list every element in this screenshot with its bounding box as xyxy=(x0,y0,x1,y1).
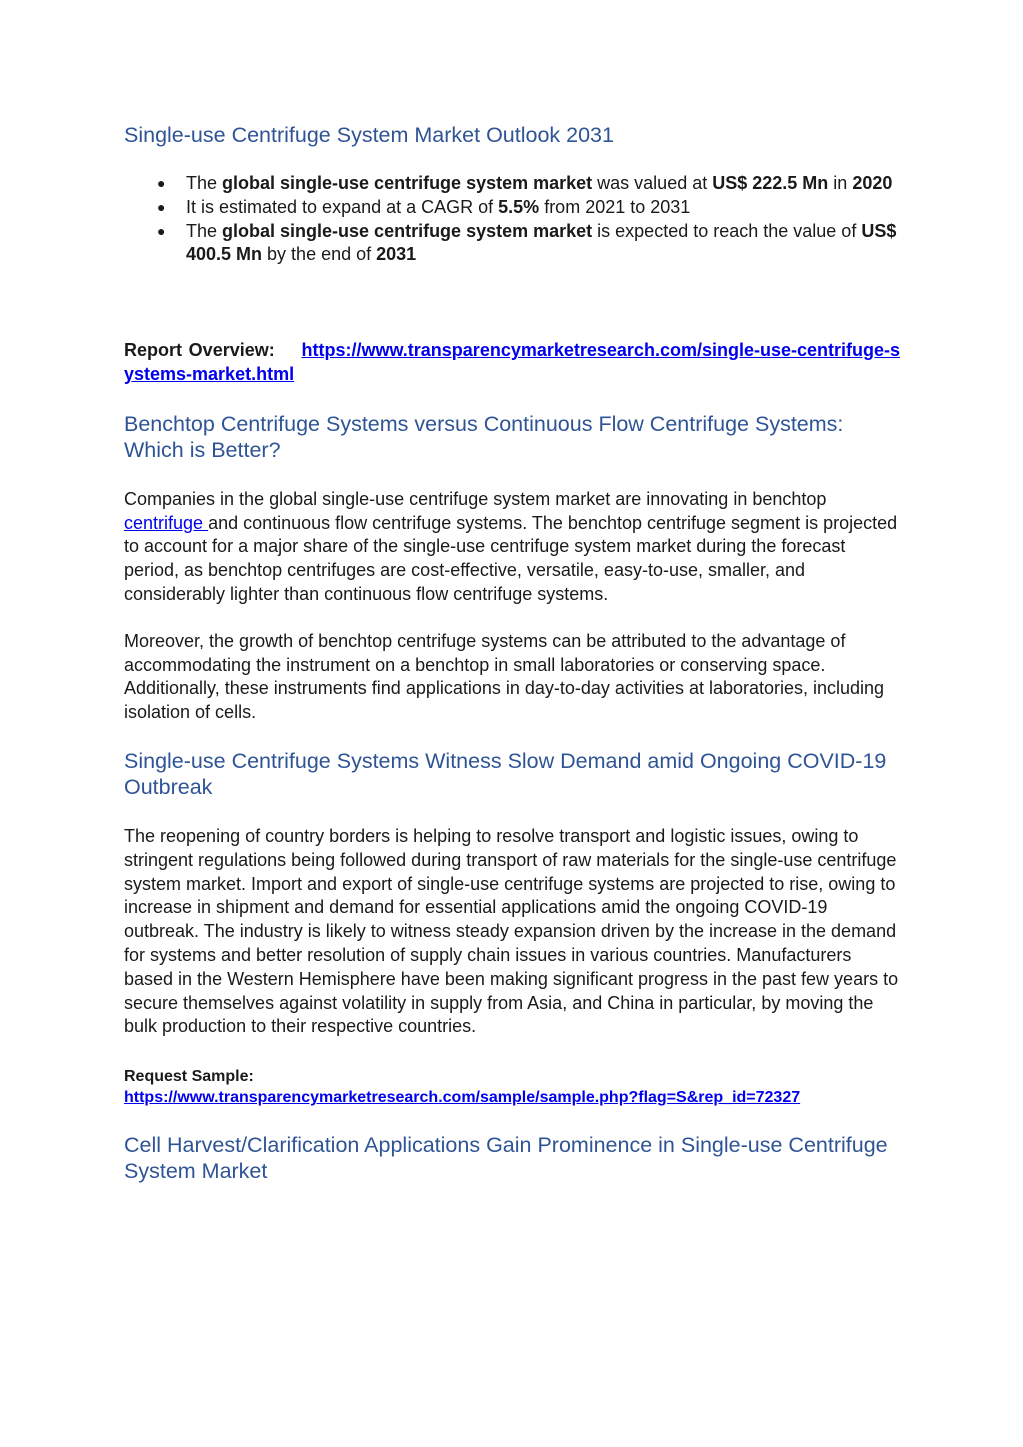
request-sample-link[interactable]: https://www.transparencymarketresearch.com/sample/sample.php?flag=S&rep_id=72327 xyxy=(124,1089,801,1107)
bold-text: 5.5% xyxy=(498,196,540,217)
bold-text: 2020 xyxy=(852,173,893,193)
paragraph-benchtop-2: Moreover, the growth of benchtop centrifuge systems can be attributed to the advantage of accommodating the instrument on a benchtop in small laboratories or conserving space. Additionally, these instruments find applications in day-to-day activities at laboratories, including isolation of cells. xyxy=(124,630,885,723)
bold-text: 2031 xyxy=(376,244,417,265)
list-item xyxy=(124,220,900,268)
centrifuge-link[interactable]: centrifuge xyxy=(124,512,209,533)
bullet-icon: ● xyxy=(157,175,166,191)
section-heading-cell-harvest: Cell Harvest/Clarification Applications Gain Prominence in Single-use Centrifuge System Market xyxy=(124,1133,888,1184)
text: from 2021 to 2031 xyxy=(539,196,691,217)
bullet-icon: ● xyxy=(157,198,166,215)
list-item xyxy=(124,196,900,220)
text: It is estimated to expand at a CAGR of xyxy=(186,196,499,217)
text: and continuous flow centrifuge systems. The benchtop centrifuge segment is projected to account for a major share of the single-use centrifuge system market during the forecast period, as benchtop centrifuges are cost-effective, versatile, easy-to-use, smaller, and considerably lighter than continuous flow centrifuge systems. xyxy=(124,512,898,604)
bold-text: global single-use centrifuge system market xyxy=(222,173,593,193)
text: Companies in the global single-use centrifuge system market are innovating in benchtop xyxy=(124,488,827,509)
bold-text: global single-use centrifuge system market xyxy=(222,220,593,241)
list-item xyxy=(124,172,900,196)
text: is expected to reach the value of xyxy=(592,220,862,241)
bold-text: US$ 222.5 Mn xyxy=(712,173,829,193)
paragraph-covid: The reopening of country borders is helping to resolve transport and logistic issues, owing to stringent regulations being followed during transport of raw materials for the single-use centrifuge system market. Import and export of single-use centrifuge systems are projected to rise, owing to increase in shipment and demand for essential applications amid the ongoing COVID-19 outbreak. The industry is likely to witness steady expansion driven by the increase in the demand for systems and better resolution of supply chain issues in various countries. Manufacturers based in the Western Hemisphere have been making significant progress in the past few years to secure themselves against volatility in supply from Asia, and China in particular, by moving the bulk production to their respective countries. xyxy=(124,825,899,1037)
request-sample-label: Request Sample: xyxy=(124,1068,254,1086)
text: by the end of xyxy=(262,244,377,265)
section-heading-covid: Single-use Centrifuge Systems Witness Slow Demand amid Ongoing COVID-19 Outbreak xyxy=(124,748,887,799)
bullet-icon: ● xyxy=(157,222,166,239)
text: The xyxy=(186,220,223,241)
document-body xyxy=(124,120,900,1184)
bold-text: US$ 400.5 Mn xyxy=(186,220,897,265)
report-overview xyxy=(124,339,900,387)
section-heading-benchtop: Benchtop Centrifuge Systems versus Continuous Flow Centrifuge Systems: Which is Better? xyxy=(124,411,844,462)
text: The xyxy=(186,173,223,193)
paragraph-benchtop-1 xyxy=(124,488,900,607)
report-overview-label: Report Overview: xyxy=(124,340,275,361)
report-overview-link[interactable]: https://www.transparencymarketresearch.com/single-use-centrifuge-systems-market.html xyxy=(124,340,900,384)
key-facts-list xyxy=(124,172,900,267)
request-sample xyxy=(124,1066,900,1108)
text: was valued at xyxy=(592,173,713,193)
text: in xyxy=(828,173,853,193)
page-title: Single-use Centrifuge System Market Outlook 2031 xyxy=(124,123,614,147)
